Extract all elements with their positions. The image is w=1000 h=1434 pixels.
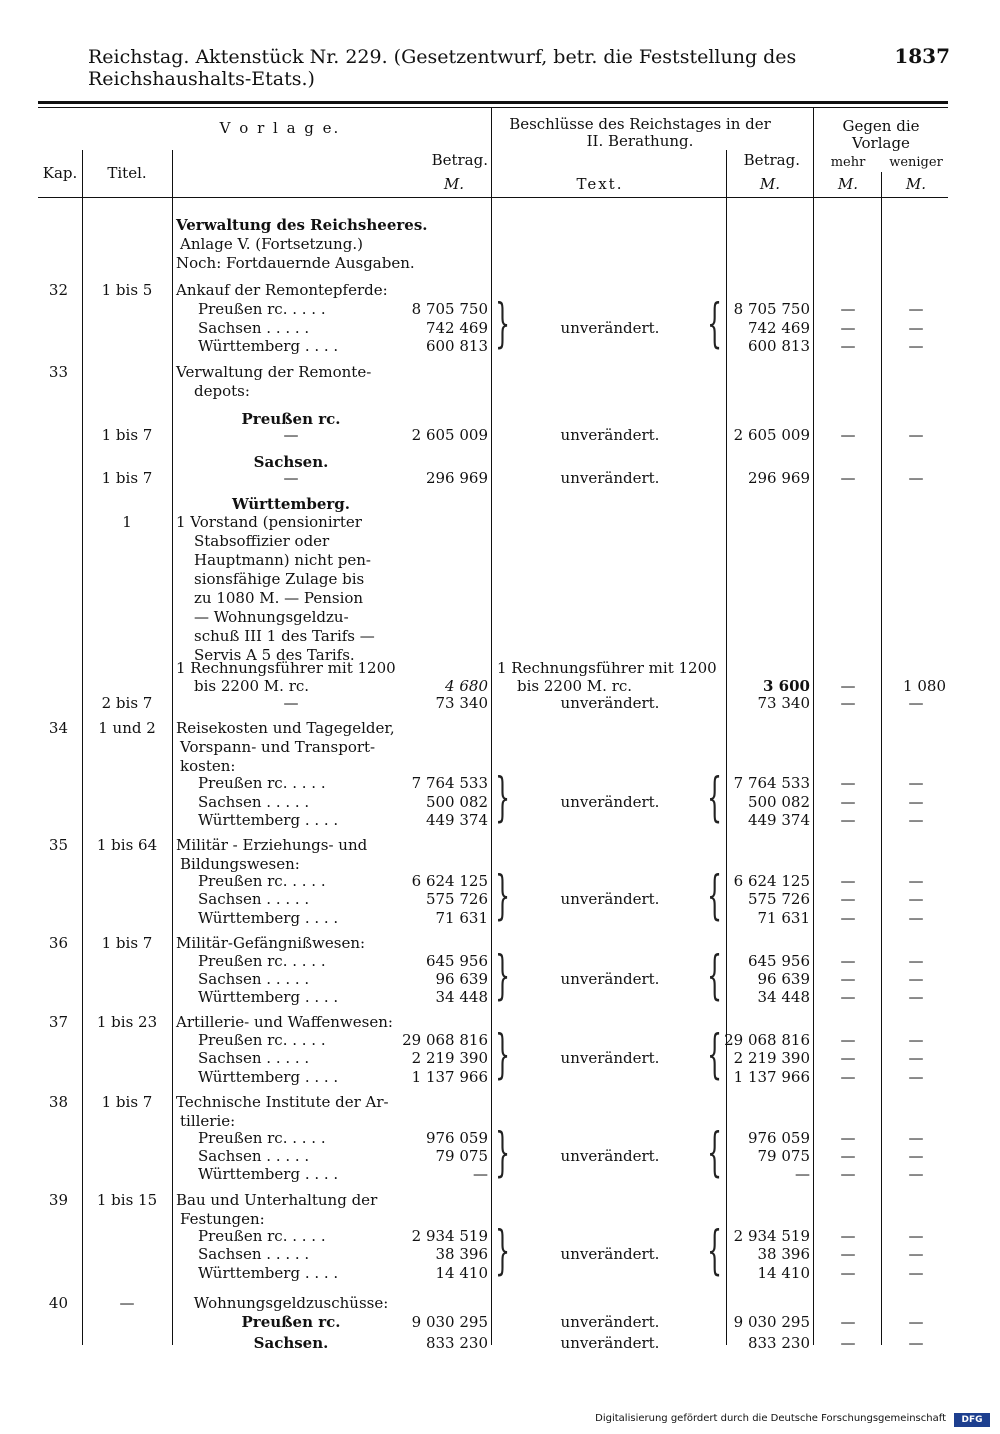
description: Bildungswesen: [180,855,300,873]
beschluss-text: unverändert. [560,694,660,712]
header-gegen-2: Vorlage [852,134,910,152]
diff-weniger: — [908,793,924,811]
titel-range: 1 bis 23 [96,1013,158,1031]
diff-weniger: — [908,811,924,829]
diff-weniger: — [908,1129,924,1147]
brace-left: { [707,294,722,354]
diff-weniger: — [908,1031,924,1049]
description: Sachsen . . . . . [198,1147,310,1165]
description: Sachsen. [253,453,329,471]
amount-beschluss: 73 340 [757,694,810,712]
diff-mehr: — [840,694,856,712]
description: Preußen rc. . . . . [198,300,326,318]
diff-weniger: — [908,909,924,927]
description: Artillerie- und Waffenwesen: [176,1013,393,1031]
diff-mehr: — [840,811,856,829]
description: Sachsen . . . . . [198,319,310,337]
header-text: Text. [576,175,624,193]
diff-mehr: — [840,872,856,890]
header-mark-weniger: M. [905,175,927,193]
header-betrag-2: Betrag. [743,151,800,169]
header-betrag: Betrag. [431,151,488,169]
amount-beschluss: 449 374 [747,811,810,829]
diff-weniger: — [908,1313,924,1331]
amount-beschluss: 29 068 816 [724,1031,810,1049]
amount-vorlage: 79 075 [435,1147,488,1165]
amount-vorlage: 6 624 125 [411,872,488,890]
diff-mehr: — [840,1245,856,1263]
titel-range: 1 bis 7 [101,1093,153,1111]
amount-beschluss: 1 137 966 [733,1068,810,1086]
kap-number: 39 [48,1191,68,1209]
amount-beschluss: 38 396 [757,1245,810,1263]
page-number: 1837 [894,44,950,68]
header-gegen-1: Gegen die [842,117,920,135]
kap-number: 37 [48,1013,68,1031]
description: Württemberg . . . . [198,988,339,1006]
brace-left: { [707,768,722,828]
diff-weniger: — [908,1245,924,1263]
description: zu 1080 M. — Pension [194,589,364,607]
description: Württemberg . . . . [198,1264,339,1282]
diff-mehr: — [840,774,856,792]
diff-weniger: — [908,1264,924,1282]
description: Noch: Fortdauernde Ausgaben. [176,254,415,272]
description: depots: [194,382,250,400]
amount-vorlage: 833 230 [425,1334,488,1352]
amount-beschluss: 3 600 [763,677,810,695]
titel-range: 1 bis 7 [101,469,153,487]
brace-right: } [495,866,510,926]
diff-mehr: — [840,909,856,927]
brace-right: } [495,946,510,1006]
diff-mehr: — [840,1334,856,1352]
diff-mehr: — [840,319,856,337]
description: — [283,426,299,444]
description: Reisekosten und Tagegelder, [176,719,395,737]
beschluss-text: 1 Rechnungsführer mit 1200 [497,659,717,677]
header-rule-thick [38,101,948,104]
description: Verwaltung der Remonte- [176,363,372,381]
kap-number: 34 [48,719,68,737]
description: Wohnungsgeldzuschüsse: [193,1294,389,1312]
diff-weniger: — [908,774,924,792]
description: Preußen rc. . . . . [198,872,326,890]
amount-vorlage: 73 340 [435,694,488,712]
description: — Wohnungsgeldzu- [194,608,349,626]
brace-left: { [707,1221,722,1281]
amount-vorlage: 575 726 [425,890,488,908]
description: Preußen rc. [241,1313,341,1331]
beschluss-text: unverändert. [560,890,660,908]
diff-weniger: — [908,1049,924,1067]
description: Preußen rc. [241,410,341,428]
description: Württemberg . . . . [198,1068,339,1086]
description: Servis A 5 des Tarifs. [194,646,355,664]
description: Preußen rc. . . . . [198,1129,326,1147]
header-titel: Titel. [107,164,147,182]
beschluss-text: unverändert. [560,1313,660,1331]
amount-beschluss: 833 230 [747,1334,810,1352]
beschluss-text: unverändert. [560,319,660,337]
amount-vorlage: 2 934 519 [411,1227,488,1245]
header-vorlage: V o r l a g e. [219,119,341,137]
description: Technische Institute der Ar- [176,1093,389,1111]
description: Württemberg. [232,495,350,513]
amount-beschluss: 2 934 519 [733,1227,810,1245]
diff-weniger: — [908,1227,924,1245]
header-weniger: weniger [889,155,943,170]
diff-weniger: — [908,337,924,355]
description: Preußen rc. . . . . [198,1031,326,1049]
amount-vorlage: 38 396 [435,1245,488,1263]
titel-range: 2 bis 7 [101,694,153,712]
amount-vorlage: — [473,1165,488,1183]
description: tillerie: [180,1112,236,1130]
diff-mehr: — [840,793,856,811]
diff-weniger: — [908,694,924,712]
beschluss-text: unverändert. [560,793,660,811]
titel-range: 1 [122,513,132,531]
amount-beschluss: 500 082 [747,793,810,811]
amount-vorlage: 34 448 [435,988,488,1006]
diff-mehr: — [840,1165,856,1183]
diff-mehr: — [840,952,856,970]
description: Württemberg . . . . [198,337,339,355]
header-rule-thin [38,107,948,108]
description: Sachsen . . . . . [198,1049,310,1067]
amount-beschluss: 742 469 [747,319,810,337]
amount-vorlage: 14 410 [435,1264,488,1282]
amount-beschluss: 34 448 [757,988,810,1006]
kap-number: 36 [48,934,68,952]
diff-mehr: — [840,890,856,908]
description: Militär-Gefängnißwesen: [176,934,366,952]
footer-credit: Digitalisierung gefördert durch die Deutsche Forschungsgemeinschaft [595,1413,946,1424]
column-divider [82,150,83,1345]
description: Hauptmann) nicht pen- [194,551,371,569]
amount-beschluss: 575 726 [747,890,810,908]
diff-weniger: — [908,426,924,444]
running-title: Reichstag. Aktenstück Nr. 229. (Gesetzentwurf, betr. die Feststellung des Reichshaushalts-Etats.) [88,46,797,90]
titel-range: 1 bis 64 [96,836,158,854]
amount-beschluss: 96 639 [757,970,810,988]
beschluss-text: unverändert. [560,426,660,444]
amount-vorlage: 96 639 [435,970,488,988]
column-header-rule [38,197,948,198]
diff-mehr: — [840,1264,856,1282]
amount-vorlage: 8 705 750 [411,300,488,318]
amount-vorlage: 2 219 390 [411,1049,488,1067]
diff-weniger: — [908,970,924,988]
kap-number: 33 [48,363,68,381]
diff-mehr: — [840,469,856,487]
diff-weniger: — [908,469,924,487]
amount-vorlage: 449 374 [425,811,488,829]
description: Ankauf der Remontepferde: [176,281,388,299]
diff-weniger: — [908,1165,924,1183]
amount-beschluss: 600 813 [747,337,810,355]
diff-mehr: — [840,1227,856,1245]
diff-mehr: — [840,1068,856,1086]
beschluss-text: unverändert. [560,1245,660,1263]
amount-beschluss: 2 219 390 [733,1049,810,1067]
description: schuß III 1 des Tarifs — [194,627,375,645]
diff-mehr: — [840,988,856,1006]
header-beschluesse-2: II. Berathung. [586,132,694,150]
amount-beschluss: 14 410 [757,1264,810,1282]
description: Württemberg . . . . [198,1165,339,1183]
brace-right: } [495,1221,510,1281]
description: 1 Rechnungsführer mit 1200 [176,659,396,677]
diff-weniger: — [908,872,924,890]
amount-vorlage: 976 059 [425,1129,488,1147]
amount-vorlage: 500 082 [425,793,488,811]
diff-mehr: — [840,1049,856,1067]
titel-range: 1 bis 7 [101,426,153,444]
titel-range: — [119,1294,135,1312]
amount-vorlage: 71 631 [435,909,488,927]
page-header [88,40,950,90]
brace-right: } [495,1025,510,1085]
description: Anlage V. (Fortsetzung.) [180,235,363,253]
titel-range: 1 bis 5 [101,281,153,299]
header-beschluesse-1: Beschlüsse des Reichstages in der [509,115,771,133]
diff-mehr: — [840,1129,856,1147]
amount-vorlage: 29 068 816 [402,1031,488,1049]
description: Stabsoffizier oder [194,532,330,550]
diff-mehr: — [840,1313,856,1331]
description: — [283,694,299,712]
titel-range: 1 bis 7 [101,934,153,952]
description: Württemberg . . . . [198,811,339,829]
header-kap: Kap. [42,164,78,182]
column-divider [172,150,173,1345]
brace-left: { [707,1025,722,1085]
description: Preußen rc. . . . . [198,774,326,792]
beschluss-text: bis 2200 M. rc. [517,677,633,695]
description: Bau und Unterhaltung der [176,1191,378,1209]
diff-weniger: — [908,1147,924,1165]
description: 1 Vorstand (pensionirter [176,513,362,531]
brace-right: } [495,1123,510,1183]
amount-vorlage: 645 956 [425,952,488,970]
diff-mehr: — [840,1031,856,1049]
amount-beschluss: — [795,1165,810,1183]
amount-beschluss: 9 030 295 [733,1313,810,1331]
description: kosten: [180,757,236,775]
header-mark-2: M. [759,175,780,193]
amount-vorlage: 7 764 533 [411,774,488,792]
amount-vorlage: 4 680 [445,677,488,695]
kap-number: 32 [48,281,68,299]
amount-beschluss: 79 075 [757,1147,810,1165]
description: Festungen: [180,1210,265,1228]
diff-weniger: — [908,1334,924,1352]
description: Sachsen . . . . . [198,1245,310,1263]
amount-beschluss: 7 764 533 [733,774,810,792]
amount-beschluss: 8 705 750 [733,300,810,318]
amount-vorlage: 600 813 [425,337,488,355]
diff-weniger: 1 080 [903,677,946,695]
description: Vorspann- und Transport- [180,738,376,756]
brace-right: } [495,768,510,828]
diff-mehr: — [840,1147,856,1165]
titel-range: 1 bis 15 [96,1191,158,1209]
description: — [283,469,299,487]
kap-number: 35 [48,836,68,854]
amount-beschluss: 2 605 009 [733,426,810,444]
description: Militär - Erziehungs- und [176,836,368,854]
amount-vorlage: 296 969 [425,469,488,487]
header-mark: M. [443,175,464,193]
amount-beschluss: 296 969 [747,469,810,487]
diff-weniger: — [908,952,924,970]
kap-number: 38 [48,1093,68,1111]
beschluss-text: unverändert. [560,1334,660,1352]
brace-right: } [495,294,510,354]
header-mehr: mehr [830,155,866,170]
description: sionsfähige Zulage bis [194,570,365,588]
beschluss-text: unverändert. [560,970,660,988]
amount-beschluss: 71 631 [757,909,810,927]
column-divider [881,172,882,1345]
diff-weniger: — [908,988,924,1006]
description: Sachsen. [253,1334,329,1352]
amount-beschluss: 6 624 125 [733,872,810,890]
amount-vorlage: 1 137 966 [411,1068,488,1086]
brace-left: { [707,866,722,926]
description: Württemberg . . . . [198,909,339,927]
diff-mehr: — [840,337,856,355]
description: Preußen rc. . . . . [198,952,326,970]
diff-mehr: — [840,677,856,695]
description: Preußen rc. . . . . [198,1227,326,1245]
brace-left: { [707,946,722,1006]
titel-range: 1 und 2 [98,719,156,737]
beschluss-text: unverändert. [560,469,660,487]
beschluss-text: unverändert. [560,1147,660,1165]
amount-beschluss: 976 059 [747,1129,810,1147]
description: Sachsen . . . . . [198,793,310,811]
diff-mehr: — [840,300,856,318]
header-mark-mehr: M. [837,175,859,193]
column-divider [491,108,492,1345]
column-divider [813,108,814,1345]
diff-weniger: — [908,890,924,908]
beschluss-text: unverändert. [560,1049,660,1067]
amount-vorlage: 742 469 [425,319,488,337]
kap-number: 40 [48,1294,68,1312]
diff-weniger: — [908,319,924,337]
amount-beschluss: 645 956 [747,952,810,970]
description: Verwaltung des Reichsheeres. [176,216,428,234]
amount-vorlage: 2 605 009 [411,426,488,444]
brace-left: { [707,1123,722,1183]
description: Sachsen . . . . . [198,970,310,988]
amount-vorlage: 9 030 295 [411,1313,488,1331]
dfg-logo: DFG [954,1413,990,1427]
diff-mehr: — [840,426,856,444]
diff-weniger: — [908,1068,924,1086]
description: Sachsen . . . . . [198,890,310,908]
diff-mehr: — [840,970,856,988]
diff-weniger: — [908,300,924,318]
description: bis 2200 M. rc. [194,677,310,695]
